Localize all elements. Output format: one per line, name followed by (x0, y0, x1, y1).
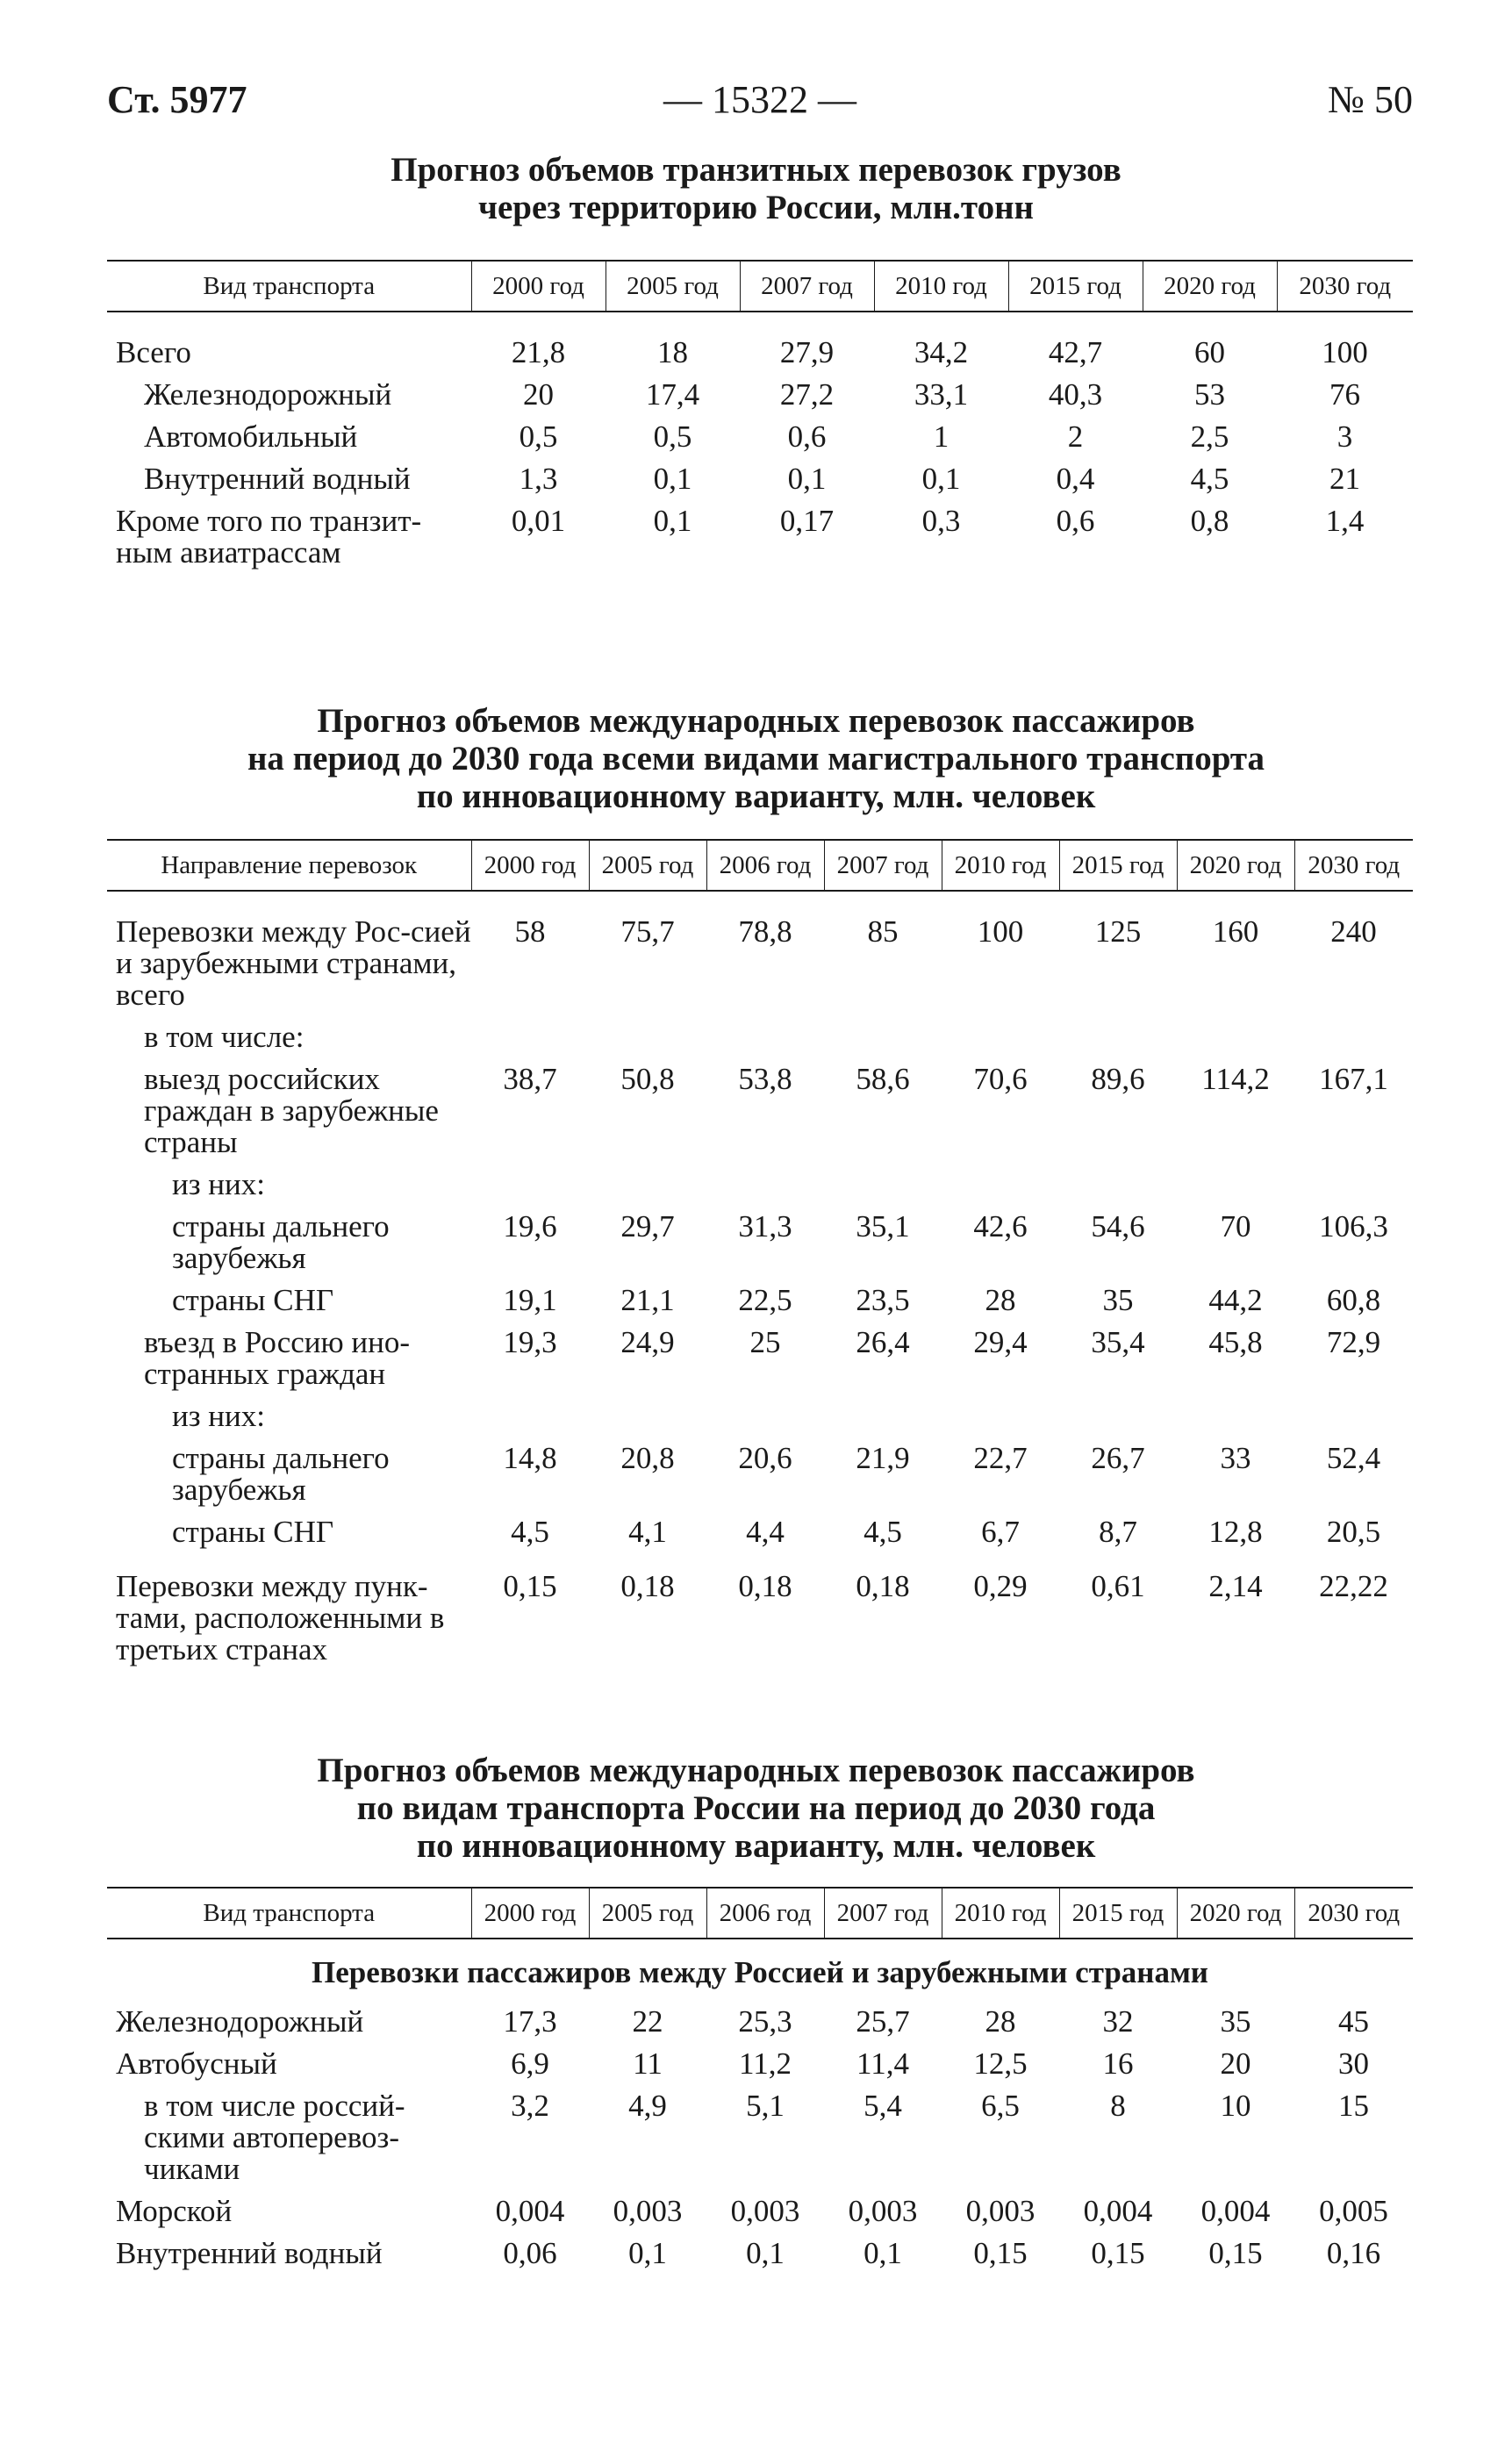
column-header: 2000 год (471, 840, 589, 891)
cell: 0,15 (503, 1569, 557, 1603)
cell: 6,5 (981, 2089, 1020, 2123)
cell: 0,004 (495, 2194, 565, 2228)
table-row (107, 332, 1413, 374)
cell: 58,6 (856, 1062, 910, 1096)
cell: 18 (657, 335, 688, 369)
cell: 114,2 (1201, 1062, 1270, 1096)
row-label: страны СНГ (172, 1283, 334, 1317)
cell: 8,7 (1099, 1515, 1137, 1549)
cell: 0,003 (730, 2194, 800, 2228)
cell: 4,4 (746, 1515, 785, 1549)
cell: 0,3 (921, 504, 961, 538)
column-header: 2015 год (1008, 261, 1143, 312)
table-row (107, 374, 1413, 416)
column-header: 2007 год (824, 1888, 942, 1939)
cell: 1,4 (1325, 504, 1365, 538)
column-header: 2010 год (942, 840, 1059, 891)
table-row (107, 1511, 1413, 1553)
cell: 44,2 (1208, 1283, 1263, 1317)
cell: 22,22 (1319, 1569, 1388, 1603)
cell: 26,7 (1091, 1441, 1145, 1475)
cell: 35 (1102, 1283, 1134, 1317)
cell: 58 (514, 914, 546, 949)
page-header (107, 77, 1413, 130)
cell: 0,004 (1200, 2194, 1271, 2228)
row-label: Морской (116, 2194, 233, 2228)
cell: 4,5 (1190, 462, 1229, 496)
cell: 0,005 (1319, 2194, 1388, 2228)
row-label: Перевозки между Рос-сией и зарубежными странами, всего (116, 914, 471, 1012)
row-label: страны дальнего зарубежья (172, 1441, 390, 1507)
table-row (107, 1164, 1413, 1206)
cell: 16 (1102, 2046, 1134, 2081)
cell: 11,4 (856, 2046, 909, 2081)
row-label: Кроме того по транзит-ным авиатрассам (116, 504, 422, 570)
table3-title-line: Прогноз объемов международных перевозок пассажиров (317, 1752, 1195, 1789)
cell: 40,3 (1048, 377, 1103, 412)
cell: 4,5 (511, 1515, 549, 1549)
cell: 89,6 (1091, 1062, 1145, 1096)
cell: 19,6 (503, 1209, 557, 1244)
cell: 0,4 (1056, 462, 1095, 496)
cell: 0,1 (653, 462, 692, 496)
cell: 0,5 (519, 419, 558, 454)
cell: 0,15 (1208, 2236, 1263, 2270)
table2 (107, 839, 1413, 1671)
table-row (107, 1016, 1413, 1058)
cell: 160 (1212, 914, 1259, 949)
table-row (107, 2085, 1413, 2190)
cell: 0,003 (613, 2194, 683, 2228)
cell: 20,5 (1326, 1515, 1381, 1549)
cell: 38,7 (503, 1062, 557, 1096)
column-header: 2030 год (1294, 1888, 1413, 1939)
cell: 4,9 (628, 2089, 667, 2123)
table-row (107, 2233, 1413, 2275)
cell: 70,6 (973, 1062, 1028, 1096)
cell: 28 (985, 1283, 1016, 1317)
cell: 85 (867, 914, 899, 949)
section-heading-row (107, 1939, 1413, 2001)
row-label: в том числе россий-скими автоперевоз-чиками (144, 2089, 405, 2186)
cell: 22 (632, 2004, 663, 2039)
cell: 0,15 (973, 2236, 1028, 2270)
cell: 5,4 (863, 2089, 902, 2123)
cell: 42,7 (1048, 335, 1103, 369)
row-label: страны СНГ (172, 1515, 334, 1549)
cell: 0,18 (738, 1569, 792, 1603)
cell: 28 (985, 2004, 1016, 2039)
row-label: из них: (172, 1167, 265, 1201)
cell: 0,1 (863, 2236, 902, 2270)
column-header: 2007 год (740, 261, 874, 312)
cell: 14,8 (503, 1441, 557, 1475)
cell: 167,1 (1319, 1062, 1388, 1096)
table-row (107, 500, 1413, 574)
column-header: Направление перевозок (107, 840, 471, 891)
page-number: — 15322 — (663, 78, 856, 121)
table-row (107, 1566, 1413, 1671)
table1-header-row (107, 261, 1413, 312)
cell: 27,2 (779, 377, 835, 412)
table2-title-line: по инновационному варианту, млн. человек (416, 778, 1096, 815)
cell: 20 (523, 377, 554, 412)
table-row (107, 1395, 1413, 1437)
cell: 45 (1338, 2004, 1369, 2039)
cell: 29,4 (973, 1325, 1028, 1359)
cell: 26,4 (856, 1325, 910, 1359)
column-header: 2005 год (589, 840, 706, 891)
cell: 8 (1110, 2089, 1126, 2123)
cell: 3,2 (511, 2089, 549, 2123)
cell: 5,1 (746, 2089, 785, 2123)
cell: 0,1 (628, 2236, 667, 2270)
table1-title (0, 151, 1512, 226)
cell: 17,4 (645, 377, 700, 412)
cell: 0,29 (973, 1569, 1028, 1603)
table-row (107, 416, 1413, 458)
cell: 78,8 (738, 914, 792, 949)
cell: 31,3 (738, 1209, 792, 1244)
cell: 6,7 (981, 1515, 1020, 1549)
cell: 0,1 (746, 2236, 785, 2270)
cell: 0,1 (921, 462, 961, 496)
cell: 33 (1220, 1441, 1251, 1475)
section-heading: Перевозки пассажиров между Россией и зарубежными странами (312, 1955, 1208, 1989)
table-row (107, 2001, 1413, 2043)
table2-title-line: на период до 2030 года всеми видами магистрального транспорта (247, 740, 1265, 778)
column-header: 2020 год (1143, 261, 1277, 312)
cell: 6,9 (511, 2046, 549, 2081)
table3-header-row (107, 1888, 1413, 1939)
cell: 0,8 (1190, 504, 1229, 538)
cell: 35,4 (1091, 1325, 1145, 1359)
column-header: 2000 год (471, 1888, 589, 1939)
cell: 29,7 (620, 1209, 675, 1244)
cell: 35 (1220, 2004, 1251, 2039)
cell: 100 (977, 914, 1024, 949)
cell: 125 (1094, 914, 1142, 949)
cell: 21,9 (856, 1441, 910, 1475)
cell: 17,3 (503, 2004, 557, 2039)
row-label: страны дальнего зарубежья (172, 1209, 390, 1275)
row-label: в том числе: (144, 1020, 305, 1054)
cell: 19,1 (503, 1283, 557, 1317)
cell: 106,3 (1319, 1209, 1388, 1244)
table2-header-row (107, 840, 1413, 891)
table3-title-line: по инновационному варианту, млн. человек (416, 1827, 1096, 1865)
column-header: 2010 год (874, 261, 1008, 312)
cell: 60 (1194, 335, 1225, 369)
cell: 11 (633, 2046, 663, 2081)
cell: 33,1 (914, 377, 969, 412)
table1-title-line: через территорию России, млн.тонн (477, 189, 1035, 226)
cell: 0,1 (787, 462, 827, 496)
row-label: Внутренний водный (144, 462, 411, 496)
cell: 0,16 (1326, 2236, 1381, 2270)
table-row (107, 1322, 1413, 1395)
table1-title-line: Прогноз объемов транзитных перевозок грузов (391, 151, 1121, 189)
cell: 0,17 (779, 504, 835, 538)
column-header: 2010 год (942, 1888, 1059, 1939)
cell: 19,3 (503, 1325, 557, 1359)
cell: 25 (749, 1325, 781, 1359)
cell: 2,14 (1208, 1569, 1263, 1603)
table1 (107, 260, 1413, 574)
cell: 53 (1194, 377, 1225, 412)
table-row (107, 458, 1413, 500)
table-row (107, 2043, 1413, 2085)
cell: 35,1 (856, 1209, 910, 1244)
column-header: 2005 год (589, 1888, 706, 1939)
column-header: 2020 год (1177, 840, 1294, 891)
row-label: Внутренний водный (116, 2236, 383, 2270)
cell: 27,9 (779, 335, 835, 369)
cell: 52,4 (1326, 1441, 1381, 1475)
cell: 0,61 (1091, 1569, 1145, 1603)
cell: 0,004 (1083, 2194, 1153, 2228)
table2-title-line: Прогноз объемов международных перевозок пассажиров (317, 702, 1195, 740)
cell: 76 (1329, 377, 1360, 412)
column-header: 2030 год (1294, 840, 1413, 891)
cell: 24,9 (620, 1325, 675, 1359)
column-header: Вид транспорта (107, 261, 471, 312)
table-row (107, 2190, 1413, 2233)
cell: 10 (1220, 2089, 1251, 2123)
table-row (107, 911, 1413, 1016)
cell: 0,15 (1091, 2236, 1145, 2270)
row-label: Железнодорожный (116, 2004, 364, 2039)
cell: 3 (1336, 419, 1353, 454)
cell: 0,1 (653, 504, 692, 538)
row-label: Железнодорожный (144, 377, 392, 412)
row-label: выезд российских граждан в зарубежные страны (144, 1062, 439, 1159)
table-row (107, 1206, 1413, 1279)
cell: 42,6 (973, 1209, 1028, 1244)
cell: 0,01 (511, 504, 566, 538)
cell: 70 (1220, 1209, 1251, 1244)
row-label: Автобусный (116, 2046, 277, 2081)
cell: 15 (1338, 2089, 1369, 2123)
cell: 4,1 (628, 1515, 667, 1549)
row-label: Всего (116, 335, 191, 369)
column-header: 2000 год (471, 261, 606, 312)
cell: 1 (933, 419, 949, 454)
cell: 50,8 (620, 1062, 675, 1096)
cell: 0,003 (965, 2194, 1035, 2228)
row-label: из них: (172, 1399, 265, 1433)
column-header: 2020 год (1177, 1888, 1294, 1939)
column-header: 2005 год (606, 261, 740, 312)
cell: 23,5 (856, 1283, 910, 1317)
cell: 0,5 (653, 419, 692, 454)
cell: 20,8 (620, 1441, 675, 1475)
cell: 4,5 (863, 1515, 902, 1549)
cell: 2 (1067, 419, 1084, 454)
cell: 12,8 (1208, 1515, 1263, 1549)
cell: 72,9 (1326, 1325, 1381, 1359)
table2-title (0, 702, 1512, 815)
cell: 21,1 (620, 1283, 675, 1317)
cell: 100 (1322, 335, 1368, 369)
cell: 0,06 (503, 2236, 557, 2270)
cell: 30 (1338, 2046, 1369, 2081)
cell: 0,6 (1056, 504, 1095, 538)
article-number: Ст. 5977 (107, 78, 247, 121)
cell: 0,6 (787, 419, 827, 454)
cell: 75,7 (620, 914, 675, 949)
cell: 25,3 (738, 2004, 792, 2039)
table3-title (0, 1752, 1512, 1865)
cell: 0,18 (620, 1569, 675, 1603)
column-header: 2015 год (1059, 840, 1177, 891)
column-header: 2030 год (1277, 261, 1413, 312)
row-label: въезд в Россию ино-странных граждан (144, 1325, 411, 1391)
issue-number: № 50 (1328, 78, 1413, 121)
row-label: Автомобильный (144, 419, 358, 454)
cell: 0,003 (848, 2194, 918, 2228)
cell: 45,8 (1208, 1325, 1263, 1359)
column-header: 2006 год (706, 840, 824, 891)
cell: 11,2 (739, 2046, 792, 2081)
table-row (107, 1437, 1413, 1511)
cell: 32 (1102, 2004, 1134, 2039)
table-row (107, 1058, 1413, 1164)
cell: 0,18 (856, 1569, 910, 1603)
cell: 21 (1329, 462, 1360, 496)
cell: 25,7 (856, 2004, 910, 2039)
cell: 20,6 (738, 1441, 792, 1475)
cell: 53,8 (738, 1062, 792, 1096)
cell: 12,5 (973, 2046, 1028, 2081)
table-row (107, 1279, 1413, 1322)
column-header: Вид транспорта (107, 1888, 471, 1939)
cell: 240 (1330, 914, 1377, 949)
row-label: Перевозки между пунк-тами, расположенными в третьих странах (116, 1569, 445, 1666)
cell: 21,8 (511, 335, 566, 369)
cell: 54,6 (1091, 1209, 1145, 1244)
cell: 20 (1220, 2046, 1251, 2081)
cell: 22,7 (973, 1441, 1028, 1475)
cell: 34,2 (914, 335, 969, 369)
cell: 2,5 (1190, 419, 1229, 454)
cell: 60,8 (1326, 1283, 1381, 1317)
column-header: 2015 год (1059, 1888, 1177, 1939)
cell: 22,5 (738, 1283, 792, 1317)
column-header: 2007 год (824, 840, 942, 891)
table3-title-line: по видам транспорта России на период до 2030 года (356, 1789, 1156, 1827)
table3 (107, 1887, 1413, 2275)
column-header: 2006 год (706, 1888, 824, 1939)
cell: 1,3 (519, 462, 558, 496)
